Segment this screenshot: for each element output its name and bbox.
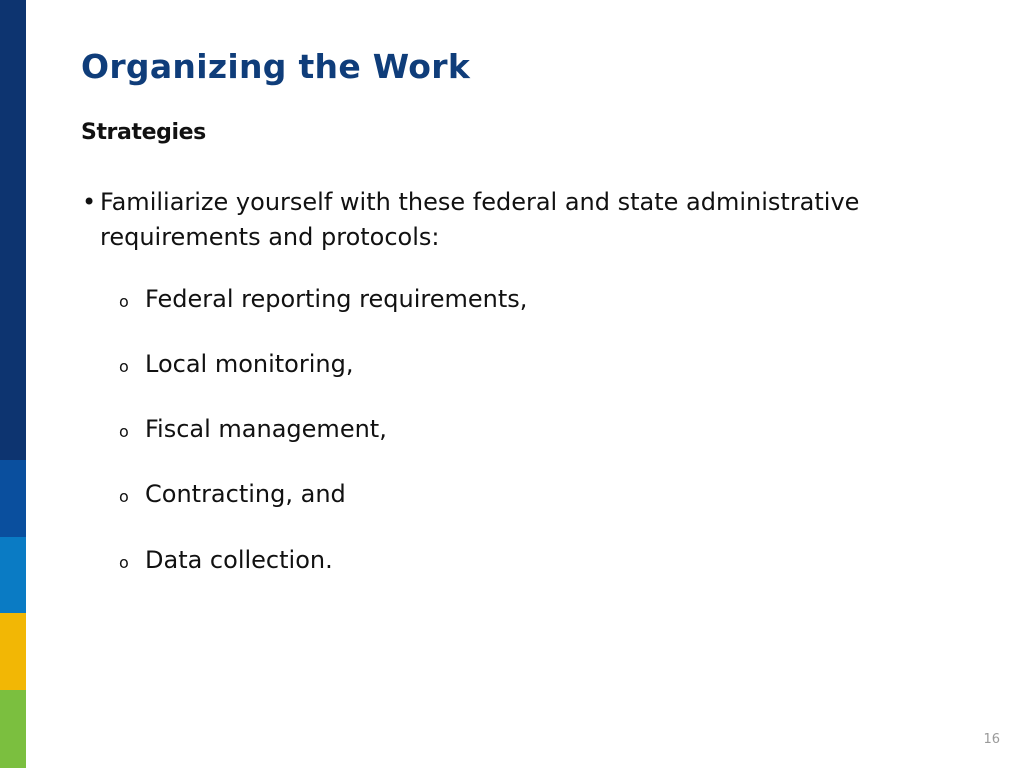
- slide-subtitle: Strategies: [81, 120, 206, 145]
- sub-bullet-marker: o: [119, 487, 129, 506]
- side-color-stripe: [0, 0, 26, 768]
- sub-bullet-text: Fiscal management,: [145, 415, 387, 443]
- bullet-text: Familiarize yourself with these federal and state administrative requirements and protocols:: [100, 188, 860, 251]
- sub-bullet-item: [119, 546, 333, 574]
- bullet-point: [82, 185, 902, 255]
- sub-bullet-text: Contracting, and: [145, 480, 346, 508]
- stripe-segment-navy: [0, 0, 26, 460]
- sub-bullet-item: [119, 415, 387, 443]
- sub-bullet-text: Local monitoring,: [145, 350, 354, 378]
- stripe-segment-green: [0, 690, 26, 768]
- bullet-marker: •: [82, 188, 97, 216]
- sub-bullet-item: [119, 285, 527, 313]
- sub-bullet-marker: o: [119, 422, 129, 441]
- sub-bullet-text: Federal reporting requirements,: [145, 285, 528, 313]
- sub-bullet-text: Data collection.: [145, 546, 333, 574]
- sub-bullet-marker: o: [119, 357, 129, 376]
- stripe-segment-light-blue: [0, 537, 26, 613]
- sub-bullet-item: [119, 480, 346, 508]
- stripe-segment-yellow: [0, 613, 26, 690]
- sub-bullet-marker: o: [119, 553, 129, 572]
- stripe-segment-blue: [0, 460, 26, 537]
- page-number: 16: [983, 732, 1000, 747]
- sub-bullet-item: [119, 350, 353, 378]
- sub-bullet-marker: o: [119, 292, 129, 311]
- slide-title: Organizing the Work: [81, 47, 471, 86]
